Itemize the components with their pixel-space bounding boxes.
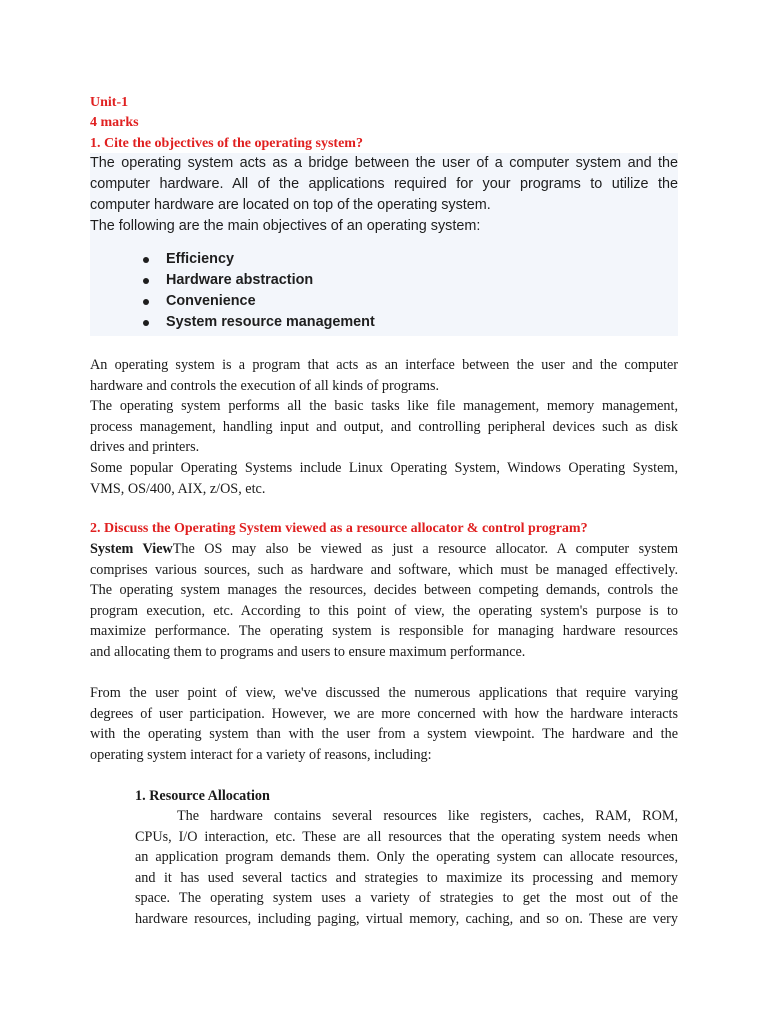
unit-heading: Unit-1 [90,95,129,110]
list-item: Convenience [140,291,375,312]
text-line: VMS, OS/400, AIX, z/OS, etc. [90,480,266,497]
text-line: operating system interact for a variety of reasons, including: [90,746,432,763]
bullet-icon [143,278,149,284]
resource-allocation-paragraph [135,806,678,930]
text-line: and it has used several tactics and strategies to maximize its processing and memory [135,869,678,886]
question-1-title: 1. Cite the objectives of the operating system? [90,136,363,151]
list-item: Hardware abstraction [140,270,375,291]
text-line: The operating system performs all the basic tasks like file management, memory management, [90,398,678,415]
text-line: with the operating system than with the user from a system viewpoint. The hardware and the [90,726,678,743]
text-line: hardware resources, including paging, virtual memory, caching, and so on. These are very [135,910,678,927]
objectives-list [140,249,375,333]
bullet-icon [143,320,149,326]
highlighted-answer-block [90,153,678,336]
text-line: An operating system is a program that acts as an interface between the user and the computer [90,357,678,373]
text-line: and allocating them to programs and users to ensure maximum performance. [90,643,526,660]
text-line: process management, handling input and output, and controlling peripheral devices such as disk [90,418,678,435]
os-definition-paragraph [90,355,678,499]
intro-line: computer hardware. All of the applications required for your programs to utilize the [90,176,678,192]
intro-line: computer hardware are located on top of the operating system. [90,197,491,213]
marks-heading: 4 marks [90,115,139,130]
system-view-label: System View [90,541,173,557]
text-line: degrees of user participation. However, we are more concerned with how the hardware interacts [90,705,678,722]
text-line: program execution, etc. According to this point of view, the operating system's purpose is to [90,602,678,619]
text-line: The hardware contains several resources like registers, caches, RAM, ROM, [177,808,678,824]
intro-paragraph [90,153,678,216]
text-line: an application program demands them. Only the operating system can allocate resources, [135,849,678,866]
list-item: Efficiency [140,249,375,270]
text-line: CPUs, I/O interaction, etc. These are all resources that the operating system needs when [135,828,678,845]
text-line: The operating system manages the resources, decides between competing demands, controls the [90,582,678,599]
bullet-icon [143,299,149,305]
user-view-paragraph [90,683,678,765]
bullet-icon [143,257,149,263]
text-line: comprises various sources, such as hardware and software, which must be managed effectively. [90,561,678,578]
question-2-title: 2. Discuss the Operating System viewed as a resource allocator & control program? [90,521,588,536]
objectives-lead: The following are the main objectives of an operating system: [90,218,481,234]
resource-allocation-heading: 1. Resource Allocation [135,788,270,804]
text-line: space. The operating system uses a variety of strategies to get the most out of the [135,890,678,907]
text-line: System ViewThe OS may also be viewed as just a resource allocator. A computer system [90,541,678,557]
text-line: drives and printers. [90,439,200,456]
list-item: System resource management [140,312,375,333]
text-line: maximize performance. The operating system is responsible for managing hardware resources [90,623,678,640]
intro-line: The operating system acts as a bridge between the user of a computer system and the [90,155,678,171]
text-line: hardware and controls the execution of all kinds of programs. [90,377,440,394]
text-line: Some popular Operating Systems include Linux Operating System, Windows Operating System, [90,459,678,476]
system-view-paragraph [90,539,678,663]
text-line: From the user point of view, we've discussed the numerous applications that require varying [90,685,678,701]
